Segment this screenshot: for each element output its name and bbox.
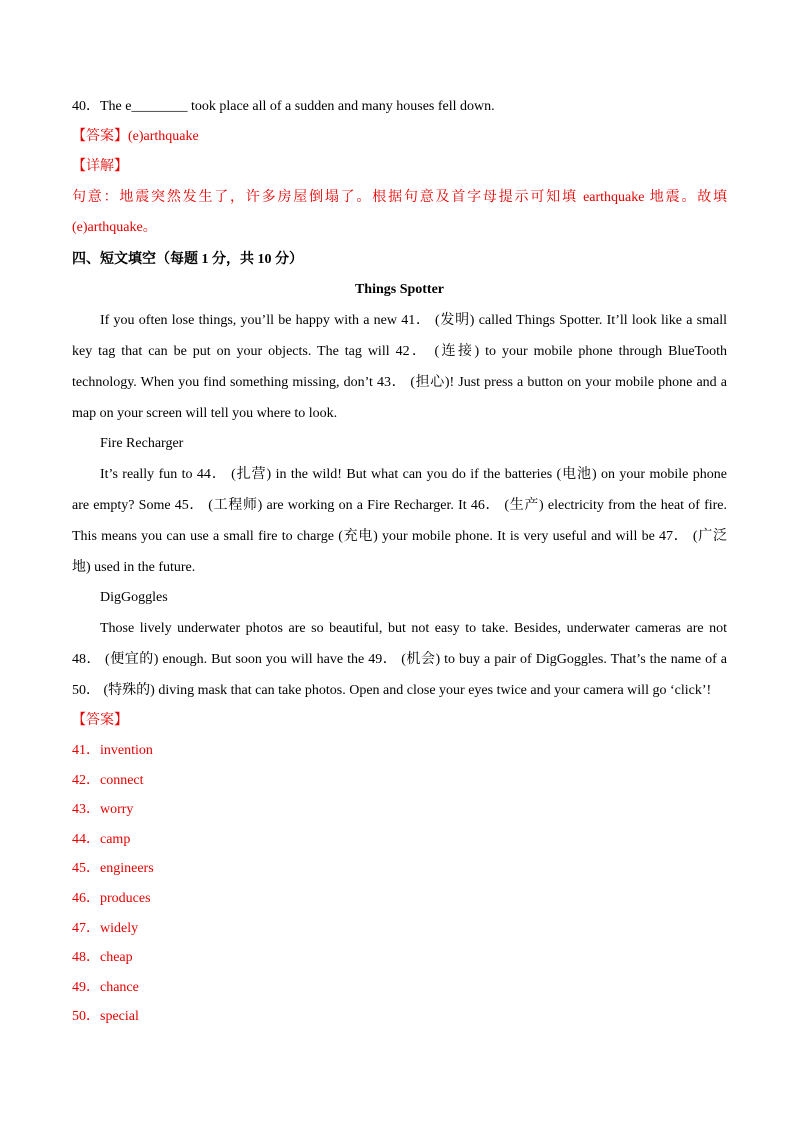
answer-item: 44．camp [72, 831, 131, 847]
paragraph-line: technology. When you find something missing, don’t 43． (担心)! Just press a button on your mobile phone and a [72, 375, 727, 390]
passage-title: Things Spotter [354, 282, 445, 297]
answer-item: 50．special [72, 1009, 139, 1025]
paragraph-line: It’s really fun to 44． (扎营) in the wild! But what can you do if the batteries (电池) on your mobile phone [100, 467, 727, 482]
answer-item: 42．connect [72, 772, 144, 788]
answer-list [72, 736, 727, 1032]
document-page [72, 92, 727, 1032]
paragraph-line: 48． (便宜的) enough. But soon you will have the 49． (机会) to buy a pair of DigGoggles. That’s the name of a [72, 652, 727, 667]
paragraph-line: 地) used in the future. [72, 560, 196, 575]
paragraph-things-spotter [72, 305, 727, 429]
explanation-heading: 【详解】 [72, 159, 128, 174]
answer-item: 47．widely [72, 920, 139, 936]
answer-item: 46．produces [72, 890, 151, 906]
paragraph-diggoggles [72, 613, 727, 706]
paragraph-line: key tag that can be put on your objects. The tag will 42． (连接) to your mobile phone through BlueTooth [72, 344, 727, 359]
answer-item: 43．worry [72, 802, 134, 818]
answer-item: 45．engineers [72, 861, 154, 877]
paragraph-line: are empty? Some 45． (工程师) are working on a Fire Recharger. It 46． (生产) electricity from the heat of fire. [72, 498, 727, 513]
answer-item: 41．invention [72, 743, 153, 758]
paragraph-fire-recharger [72, 459, 727, 583]
explanation-text-line-2: (e)arthquake。 [72, 220, 157, 235]
paragraph-line: 50． (特殊的) diving mask that can take photos. Open and close your eyes twice and your camera will go ‘click’! [72, 683, 712, 698]
question-40: 40．The e________ took place all of a sudden and many houses fell down. [72, 99, 495, 114]
answer-item: 48．cheap [72, 950, 133, 966]
answer-item: 49．chance [72, 979, 139, 995]
subheading-diggoggles: DigGoggles [100, 590, 168, 605]
paragraph-line: This means you can use a small fire to charge (充电) your mobile phone. It is very useful and will be 47． (广泛 [72, 529, 727, 544]
section-heading: 四、短文填空（每题 1 分，共 10 分） [72, 252, 303, 267]
explanation-text-line-1: 句意：地震突然发生了，许多房屋倒塌了。根据句意及首字母提示可知填 earthquake 地震。故填 [72, 190, 727, 205]
paragraph-line: map on your screen will tell you where to look. [72, 406, 338, 421]
subheading-fire-recharger: Fire Recharger [100, 436, 184, 451]
answer-40: 【答案】(e)arthquake [72, 129, 199, 144]
paragraph-line: Those lively underwater photos are so beautiful, but not easy to take. Besides, underwater cameras are not [100, 621, 727, 636]
paragraph-line: If you often lose things, you’ll be happy with a new 41． (发明) called Things Spotter. It’ll look like a small [100, 313, 727, 328]
answer-heading: 【答案】 [72, 713, 128, 728]
